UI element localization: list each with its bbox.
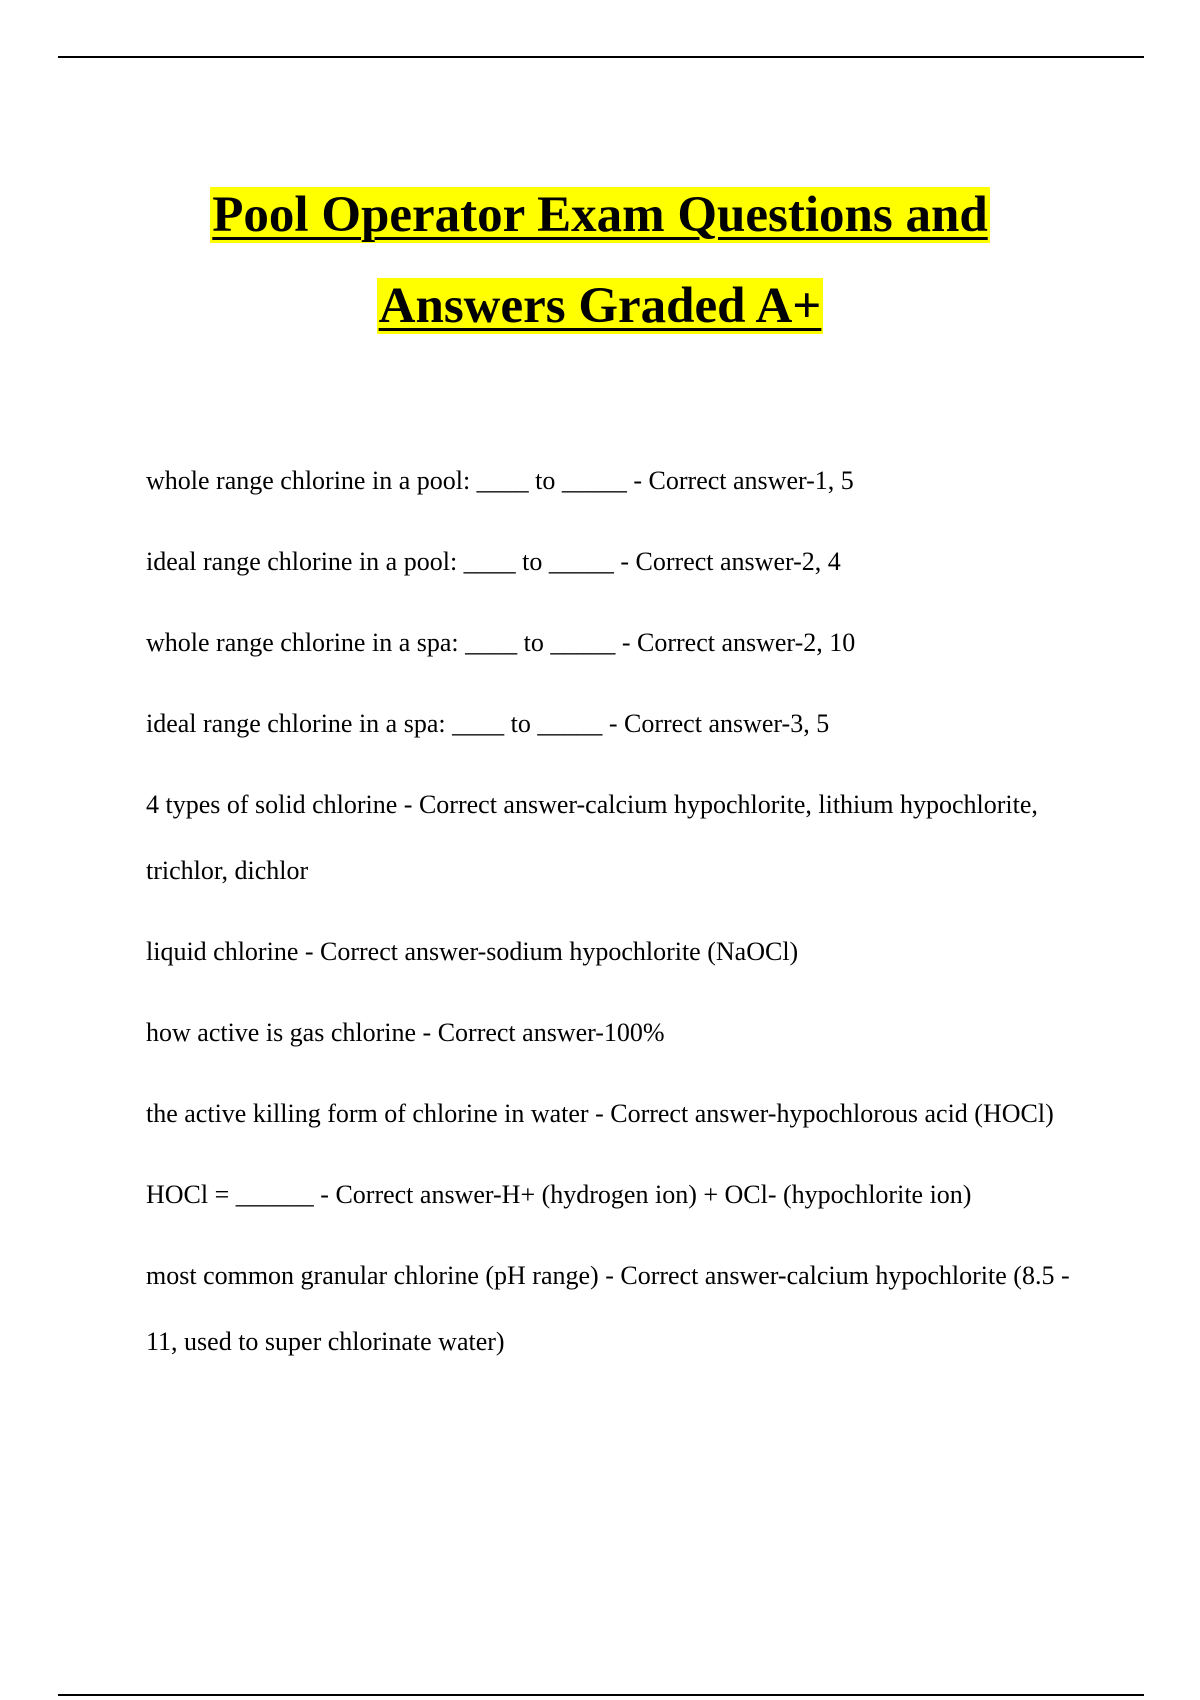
qa-item: whole range chlorine in a spa: ____ to _____ - Correct answer-2, 10 — [146, 628, 856, 657]
document-title — [0, 170, 1200, 352]
top-rule — [58, 56, 1144, 58]
qa-item: how active is gas chlorine - Correct answer-100% — [146, 1018, 665, 1047]
title-line-1: Pool Operator Exam Questions and — [212, 187, 988, 243]
qa-item: most common granular chlorine (pH range) - Correct answer-calcium hypochlorite (8.5 - 11, used to super chlorinate water) — [146, 1261, 1070, 1356]
qa-item: whole range chlorine in a pool: ____ to _____ - Correct answer-1, 5 — [146, 466, 854, 495]
title-line-2: Answers Graded A+ — [378, 278, 822, 334]
qa-item: ideal range chlorine in a pool: ____ to _____ - Correct answer-2, 4 — [146, 547, 841, 576]
qa-item: ideal range chlorine in a spa: ____ to _____ - Correct answer-3, 5 — [146, 709, 830, 738]
qa-list — [146, 448, 1106, 1390]
qa-item: 4 types of solid chlorine - Correct answer-calcium hypochlorite, lithium hypochlorite, trichlor, dichlor — [146, 790, 1038, 885]
qa-item: HOCl = ______ - Correct answer-H+ (hydrogen ion) + OCl- (hypochlorite ion) — [146, 1180, 972, 1209]
qa-item: liquid chlorine - Correct answer-sodium hypochlorite (NaOCl) — [146, 937, 799, 966]
bottom-rule — [58, 1694, 1144, 1696]
qa-item: the active killing form of chlorine in water - Correct answer-hypochlorous acid (HOCl) — [146, 1099, 1054, 1128]
